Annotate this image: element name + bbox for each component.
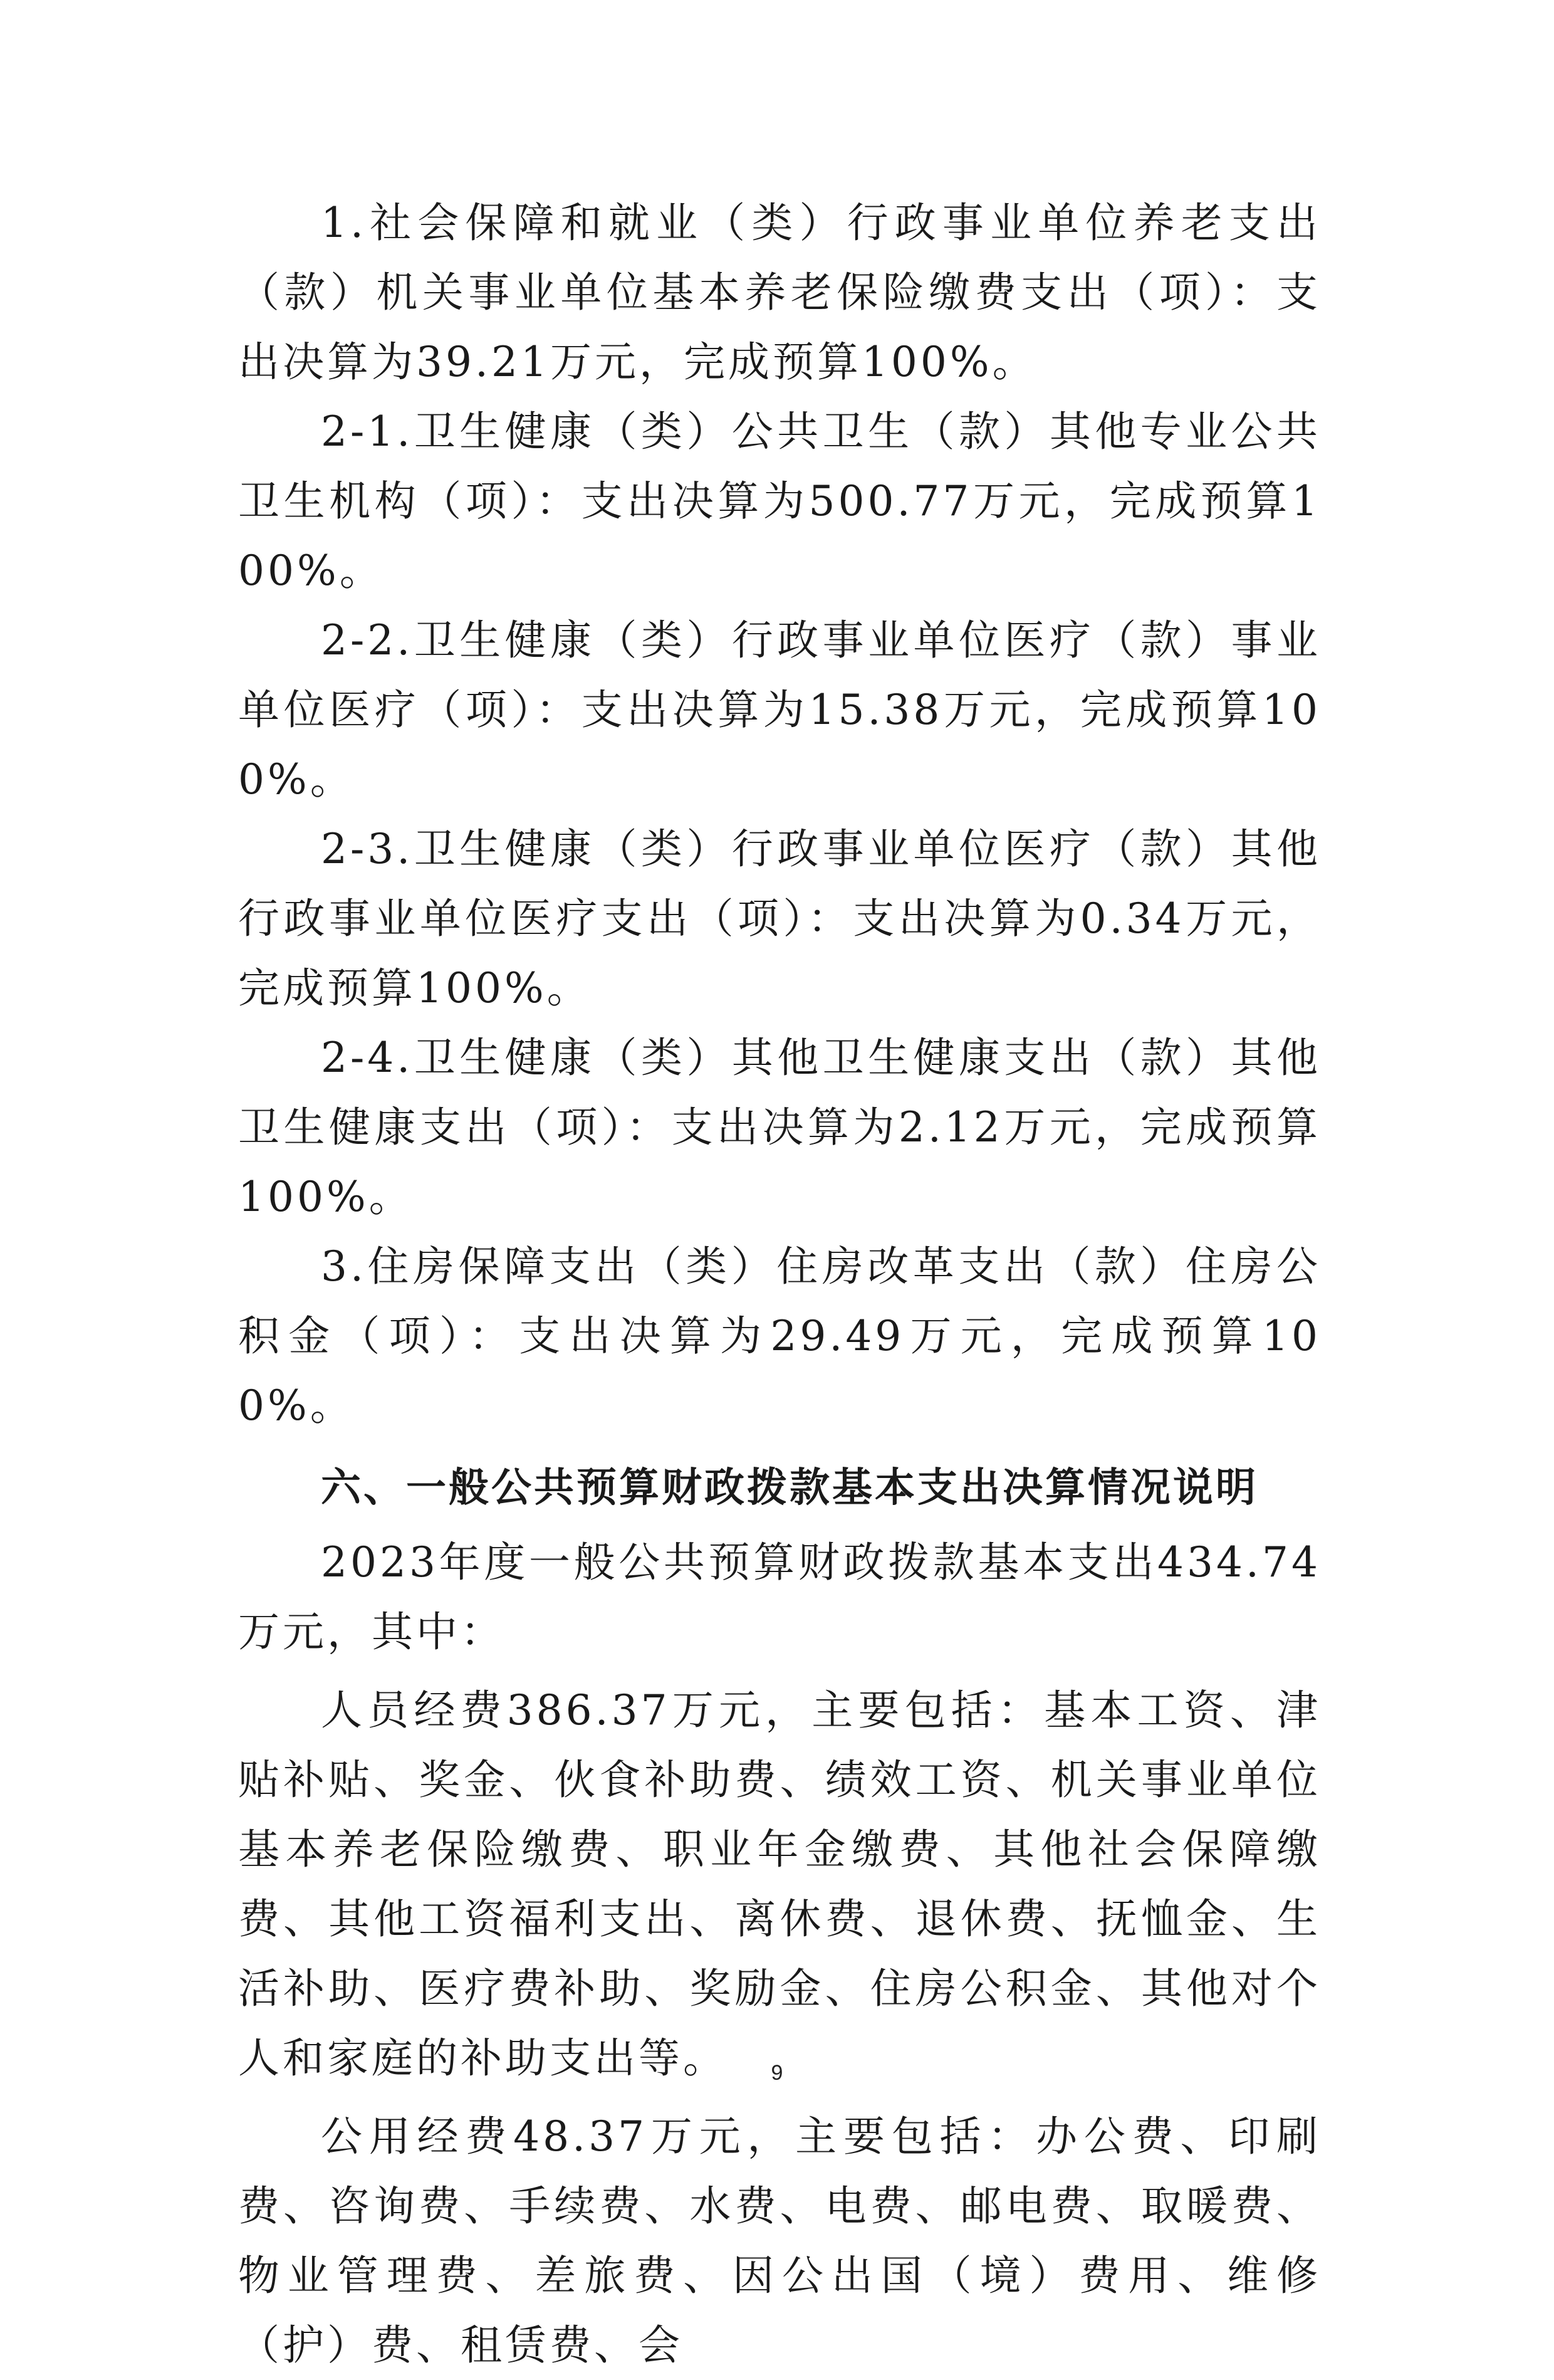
paragraph-other-health-expenditure: 2-4.卫生健康（类）其他卫生健康支出（款）其他卫生健康支出（项）：支出决算为2.12万元，完成预算100%。	[238, 1034, 1321, 1221]
paragraph-public-expenses: 公用经费48.37万元，主要包括：办公费、印刷费、咨询费、手续费、水费、电费、邮电费、取暖费、物业管理费、差旅费、因公出国（境）费用、维修（护）费、租赁费、会	[238, 2112, 1321, 2369]
paragraph-public-health-institutions: 2-1.卫生健康（类）公共卫生（款）其他专业公共卫生机构（项）：支出决算为500.77万元，完成预算100%。	[238, 407, 1321, 595]
paragraph-housing-provident-fund: 3.住房保障支出（类）住房改革支出（款）住房公积金（项）：支出决算为29.49万元，完成预算100%。	[238, 1242, 1321, 1430]
page-body	[238, 188, 1321, 2380]
section-heading: 六、一般公共预算财政拨款基本支出决算情况说明	[321, 1465, 1258, 1511]
paragraph-other-medical-expenditure: 2-3.卫生健康（类）行政事业单位医疗（款）其他行政事业单位医疗支出（项）：支出决算为0.34万元，完成预算100%。	[238, 825, 1321, 1012]
paragraph-institution-medical: 2-2.卫生健康（类）行政事业单位医疗（款）事业单位医疗（项）：支出决算为15.38万元，完成预算100%。	[238, 616, 1321, 804]
page-number: 9	[771, 2061, 783, 2085]
paragraph-pension-expenditure: 1.社会保障和就业（类）行政事业单位养老支出（款）机关事业单位基本养老保险缴费支出（项）：支出决算为39.21万元，完成预算100%。	[238, 199, 1321, 386]
paragraph-personnel-expenses: 人员经费386.37万元，主要包括：基本工资、津贴补贴、奖金、伙食补助费、绩效工资、机关事业单位基本养老保险缴费、职业年金缴费、其他社会保障缴费、其他工资福利支出、离休费、退休费、抚恤金、生活补助、医疗费补助、奖励金、住房公积金、其他对个人和家庭的补助支出等。	[238, 1686, 1321, 2082]
paragraph-basic-expenditure-total: 2023年度一般公共预算财政拨款基本支出434.74万元，其中：	[238, 1538, 1321, 1656]
